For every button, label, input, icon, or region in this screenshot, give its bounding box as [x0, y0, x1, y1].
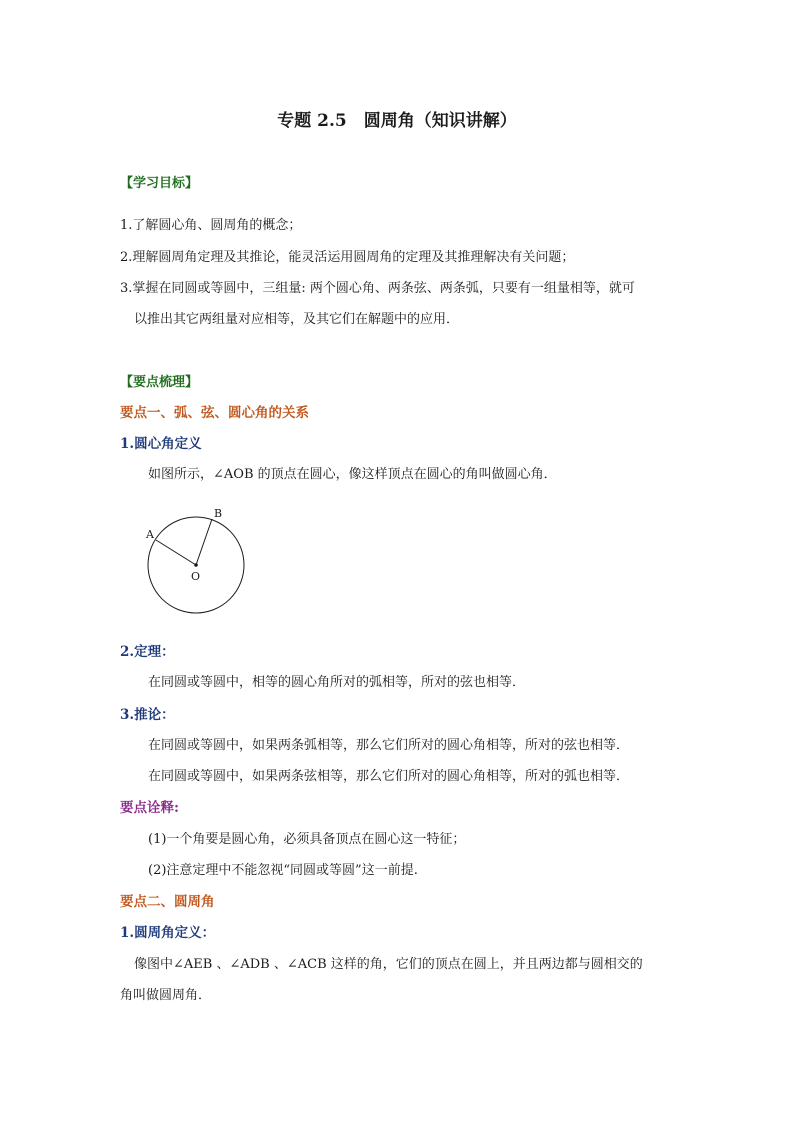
notes-heading: 要点诠释: — [120, 800, 179, 816]
central-angle-def-heading: 1.圆心角定义 — [120, 436, 202, 452]
goal-item-2: 2.理解圆周角定理及其推论，能灵活运用圆周角的定理及其推理解决有关问题； — [120, 250, 575, 265]
corollary-2: 在同圆或等圆中，如果两条弦相等，那么它们所对的圆心角相等，所对的弧也相等． — [148, 769, 630, 784]
radius-oa — [156, 540, 196, 565]
radius-ob — [196, 519, 212, 565]
point-label-a: A — [146, 528, 154, 541]
central-angle-figure — [130, 500, 260, 620]
page-title: 专题 2.5 圆周角（知识讲解） — [277, 111, 517, 131]
point-label-o: O — [191, 570, 201, 583]
goal-item-3-continued: 以推出其它两组量对应相等，及其它们在解题中的应用． — [134, 312, 460, 327]
inscribed-angle-def-heading: 1.圆周角定义： — [120, 925, 216, 941]
theorem-text: 在同圆或等圆中，相等的圆心角所对的弧相等，所对的弦也相等． — [148, 675, 526, 690]
key-points-heading: 【要点梳理】 — [120, 375, 199, 390]
corollary-1: 在同圆或等圆中，如果两条弧相等，那么它们所对的圆心角相等，所对的弦也相等． — [148, 738, 630, 753]
center-point — [194, 563, 198, 567]
learning-goals-heading: 【学习目标】 — [120, 176, 199, 191]
central-angle-def-text: 如图所示，∠AOB 的顶点在圆心，像这样顶点在圆心的角叫做圆心角． — [148, 467, 557, 482]
point1-heading: 要点一、弧、弦、圆心角的关系 — [120, 405, 309, 421]
goal-item-3: 3.掌握在同圆或等圆中，三组量: 两个圆心角、两条弦、两条弧，只要有一组量相等，就可 — [120, 281, 635, 296]
point-label-b: B — [214, 507, 223, 520]
note-1: (1)一个角要是圆心角，必须具备顶点在圆心这一特征； — [148, 832, 466, 847]
point2-heading: 要点二、圆周角 — [120, 894, 215, 910]
corollary-heading: 3.推论： — [120, 707, 175, 723]
inscribed-angle-def-line2: 角叫做圆周角． — [120, 988, 212, 1003]
theorem-heading: 2.定理： — [120, 644, 175, 660]
inscribed-angle-def-line1: 像图中∠AEB 、∠ADB 、∠ACB 这样的角，它们的顶点在圆上，并且两边都与圆相交的 — [134, 957, 643, 972]
goal-item-1: 1.了解圆心角、圆周角的概念； — [120, 218, 302, 233]
note-2: (2)注意定理中不能忽视“同圆或等圆”这一前提. — [148, 863, 418, 878]
